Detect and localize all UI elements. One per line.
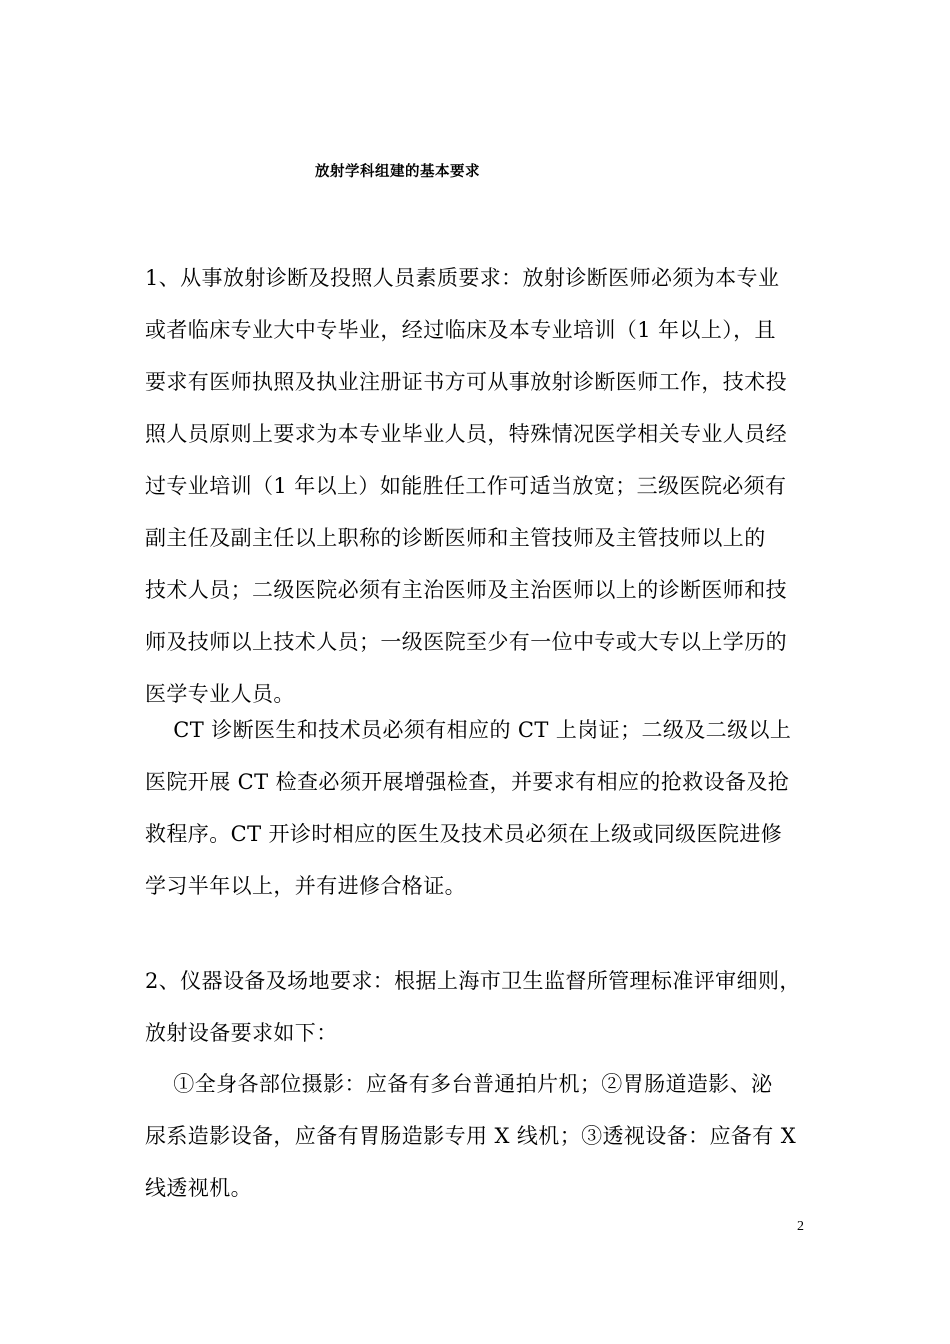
text-line: 学习半年以上，并有进修合格证。 <box>145 874 466 898</box>
document-title: 放射学科组建的基本要求 <box>315 164 480 180</box>
paragraph-equipment-requirements <box>145 955 815 1059</box>
text-line: 救程序。CT 开诊时相应的医生及技术员必须在上级或同级医院进修 <box>145 822 783 846</box>
text-line: 医院开展 CT 检查必须开展增强检查，并要求有相应的抢救设备及抢 <box>145 770 790 794</box>
text-line: 照人员原则上要求为本专业毕业人员，特殊情况医学相关专业人员经 <box>145 422 787 446</box>
text-line: 尿系造影设备，应备有胃肠造影专用 X 线机；③透视设备：应备有 X <box>145 1124 797 1148</box>
text-line: 线透视机。 <box>145 1176 252 1200</box>
text-line: 医学专业人员。 <box>145 682 295 706</box>
paragraph-personnel-requirements <box>145 252 815 720</box>
text-line: 1、从事放射诊断及投照人员素质要求：放射诊断医师必须为本专业 <box>145 266 780 290</box>
text-line: 放射设备要求如下： <box>145 1021 338 1045</box>
page-number: 2 <box>797 1219 804 1234</box>
text-line: 或者临床专业大中专毕业，经过临床及本专业培训（1 年以上），且 <box>145 318 776 342</box>
text-line: 要求有医师执照及执业注册证书方可从事放射诊断医师工作，技术投 <box>145 370 787 394</box>
text-line: ①全身各部位摄影：应备有多台普通拍片机；②胃肠道造影、泌 <box>145 1072 773 1096</box>
paragraph-ct-requirements <box>145 704 815 912</box>
text-line: 师及技师以上技术人员；一级医院至少有一位中专或大专以上学历的 <box>145 630 787 654</box>
text-line: 2、仪器设备及场地要求：根据上海市卫生监督所管理标准评审细则， <box>145 969 801 993</box>
text-line: 技术人员；二级医院必须有主治医师及主治医师以上的诊断医师和技 <box>145 578 787 602</box>
text-line: 过专业培训（1 年以上）如能胜任工作可适当放宽；三级医院必须有 <box>145 474 787 498</box>
paragraph-equipment-list <box>145 1058 815 1214</box>
text-line: 副主任及副主任以上职称的诊断医师和主管技师及主管技师以上的 <box>145 526 766 550</box>
text-line: CT 诊断医生和技术员必须有相应的 CT 上岗证；二级及二级以上 <box>145 718 792 742</box>
